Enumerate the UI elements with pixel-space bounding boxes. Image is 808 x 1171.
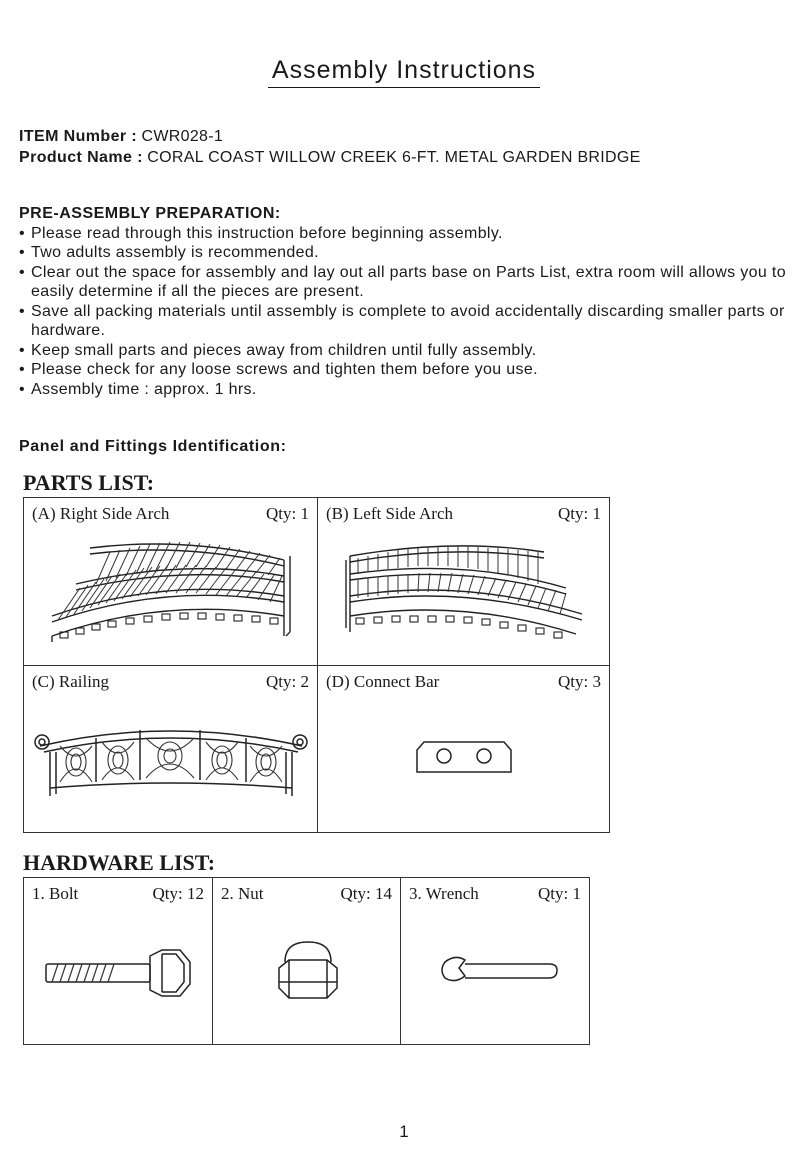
bullet-icon: •: [19, 341, 25, 359]
railing-icon: [30, 716, 312, 806]
parts-list-grid: [23, 497, 610, 833]
part-qty: Qty: 3: [558, 672, 601, 691]
connect-bar-icon: [414, 738, 514, 778]
part-name: (D) Connect Bar: [326, 672, 440, 691]
hardware-cell-bolt: [24, 878, 213, 1045]
part-cell-c: [24, 666, 318, 833]
panel-identification-heading: Panel and Fittings Identification:: [19, 438, 287, 455]
list-item-text: Two adults assembly is recommended.: [31, 244, 319, 261]
hardware-cell-wrench: [401, 878, 590, 1045]
nut-icon: [275, 938, 341, 1002]
list-item: [19, 263, 794, 302]
item-number-row: [19, 126, 641, 147]
list-item-text: Please check for any loose screws and tighten them before you use.: [31, 361, 538, 378]
part-name: (A) Right Side Arch: [32, 504, 170, 523]
page-title: Assembly Instructions: [268, 56, 540, 88]
product-name-value: CORAL COAST WILLOW CREEK 6-FT. METAL GARDEN BRIDGE: [147, 149, 641, 166]
item-number-value: CWR028-1: [141, 128, 224, 145]
list-item: [19, 224, 794, 244]
bolt-icon: [44, 948, 192, 1000]
pre-assembly-section: [19, 204, 794, 399]
part-cell-b: [318, 498, 610, 666]
bullet-icon: •: [19, 302, 25, 320]
item-number-label: ITEM Number :: [19, 128, 138, 145]
part-name: (B) Left Side Arch: [326, 504, 453, 523]
list-item: [19, 380, 794, 400]
bullet-icon: •: [19, 361, 25, 378]
hardware-qty: Qty: 1: [538, 884, 581, 903]
hardware-name: 2. Nut: [221, 884, 264, 903]
parts-list-title: PARTS LIST:: [23, 470, 155, 495]
document-title-wrapper: [0, 56, 808, 88]
bullet-icon: •: [19, 263, 25, 281]
pre-assembly-list: [19, 224, 794, 400]
hardware-qty: Qty: 12: [152, 884, 204, 903]
hardware-name: 1. Bolt: [32, 884, 79, 903]
part-cell-a: [24, 498, 318, 666]
hardware-list-title: HARDWARE LIST:: [23, 850, 216, 875]
left-side-arch-icon: [344, 538, 590, 648]
list-item-text: Keep small parts and pieces away from children until fully assembly.: [31, 341, 537, 359]
part-cell-d: [318, 666, 610, 833]
list-item: [19, 360, 794, 380]
list-item: [19, 302, 794, 341]
bullet-icon: •: [19, 244, 25, 261]
hardware-list-grid: [23, 877, 590, 1045]
product-name-label: Product Name :: [19, 149, 143, 166]
bullet-icon: •: [19, 380, 25, 398]
page-number: 1: [399, 1122, 409, 1141]
part-qty: Qty: 2: [266, 672, 309, 691]
product-name-row: [19, 147, 641, 168]
product-meta: [19, 126, 641, 168]
hardware-qty: Qty: 14: [340, 884, 392, 903]
part-qty: Qty: 1: [558, 504, 601, 523]
part-name: (C) Railing: [32, 672, 109, 691]
right-side-arch-icon: [46, 536, 296, 648]
hardware-name: 3. Wrench: [409, 884, 479, 903]
part-qty: Qty: 1: [266, 504, 309, 523]
list-item-text: Please read through this instruction before beginning assembly.: [31, 224, 503, 242]
wrench-icon: [441, 954, 561, 990]
list-item-text: Assembly time : approx. 1 hrs.: [31, 380, 257, 398]
hardware-cell-nut: [213, 878, 401, 1045]
list-item: [19, 341, 794, 361]
list-item-text: Clear out the space for assembly and lay out all parts base on Parts List, extra room will allows you to easily determine if all the pieces are present.: [31, 263, 786, 300]
list-item-text: Save all packing materials until assembly is complete to avoid accidentally discarding smaller parts or hardware.: [31, 302, 785, 339]
list-item: [19, 243, 794, 263]
pre-assembly-heading: PRE-ASSEMBLY PREPARATION:: [19, 205, 281, 222]
bullet-icon: •: [19, 224, 25, 242]
